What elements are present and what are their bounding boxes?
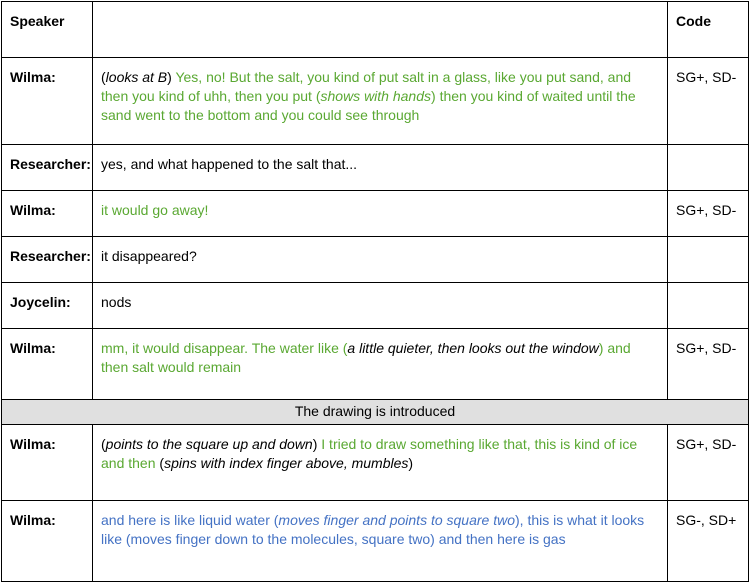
utterance-cell	[93, 191, 668, 237]
code-cell: SG+, SD-	[668, 58, 749, 145]
speaker-cell: Wilma:	[2, 425, 93, 501]
utterance-segment: (	[159, 455, 165, 471]
speaker-cell: Wilma:	[2, 58, 93, 145]
header-utterance	[93, 2, 668, 58]
utterance-cell	[93, 329, 668, 400]
code-cell	[668, 145, 749, 191]
code-cell: SG+, SD-	[668, 191, 749, 237]
utterance-cell	[93, 501, 668, 582]
utterance-segment: looks at B	[105, 69, 168, 85]
utterance-cell	[93, 58, 668, 145]
utterance-segment: ) and then salt would remain	[101, 340, 631, 375]
speaker-cell: Joycelin:	[2, 283, 93, 329]
header-speaker: Speaker	[2, 2, 93, 58]
utterance-segment: nods	[101, 294, 132, 310]
section-row	[2, 400, 749, 425]
utterance-segment: points to the square up and down	[105, 436, 313, 452]
header-code: Code	[668, 2, 749, 58]
speaker-cell: Wilma:	[2, 191, 93, 237]
utterance-segment: it would go away!	[101, 202, 209, 218]
utterance-segment: shows with hands	[320, 88, 432, 104]
header-row	[2, 2, 749, 58]
speaker-cell: Wilma:	[2, 501, 93, 582]
table-row	[2, 58, 749, 145]
table-row	[2, 283, 749, 329]
code-cell	[668, 283, 749, 329]
utterance-segment: yes, and what happened to the salt that...	[101, 156, 358, 172]
utterance-segment: )	[167, 69, 176, 85]
utterance-segment: a little quieter, then looks out the window	[347, 340, 599, 356]
transcript-table	[1, 1, 749, 582]
table-row	[2, 191, 749, 237]
utterance-cell	[93, 425, 668, 501]
speaker-cell: Researcher:	[2, 145, 93, 191]
table-row	[2, 329, 749, 400]
utterance-segment: it disappeared?	[101, 248, 197, 264]
table-row	[2, 237, 749, 283]
code-cell: SG+, SD-	[668, 425, 749, 501]
utterance-cell	[93, 145, 668, 191]
utterance-cell	[93, 237, 668, 283]
utterance-segment: )	[408, 455, 414, 471]
speaker-cell: Researcher:	[2, 237, 93, 283]
utterance-segment: and here is like liquid water (	[101, 512, 279, 528]
code-cell	[668, 237, 749, 283]
utterance-segment: ), this is what it looks like (moves finger down to the molecules, square two) and then here is gas	[101, 512, 645, 547]
code-cell: SG+, SD-	[668, 329, 749, 400]
utterance-segment: (	[101, 69, 106, 85]
utterance-segment: mm, it would disappear. The water like (	[101, 340, 348, 356]
utterance-segment: I tried to draw something like that, this is kind of ice and then	[101, 436, 638, 471]
utterance-segment: Yes, no! But the salt, you kind of put salt in a glass, like you put sand, and then you kind of uhh, then you put (	[101, 69, 632, 104]
table-row	[2, 425, 749, 501]
utterance-segment: moves finger and points to square two	[278, 512, 515, 528]
table-row	[2, 501, 749, 582]
utterance-cell	[93, 283, 668, 329]
section-label: The drawing is introduced	[2, 400, 749, 425]
speaker-cell: Wilma:	[2, 329, 93, 400]
utterance-segment: )	[312, 436, 322, 452]
code-cell: SG-, SD+	[668, 501, 749, 582]
utterance-segment: ) then you kind of waited until the sand went to the bottom and you could see through	[101, 88, 636, 123]
utterance-segment: spins with index finger above, mumbles	[164, 455, 409, 471]
utterance-segment: (	[101, 436, 106, 452]
table-row	[2, 145, 749, 191]
